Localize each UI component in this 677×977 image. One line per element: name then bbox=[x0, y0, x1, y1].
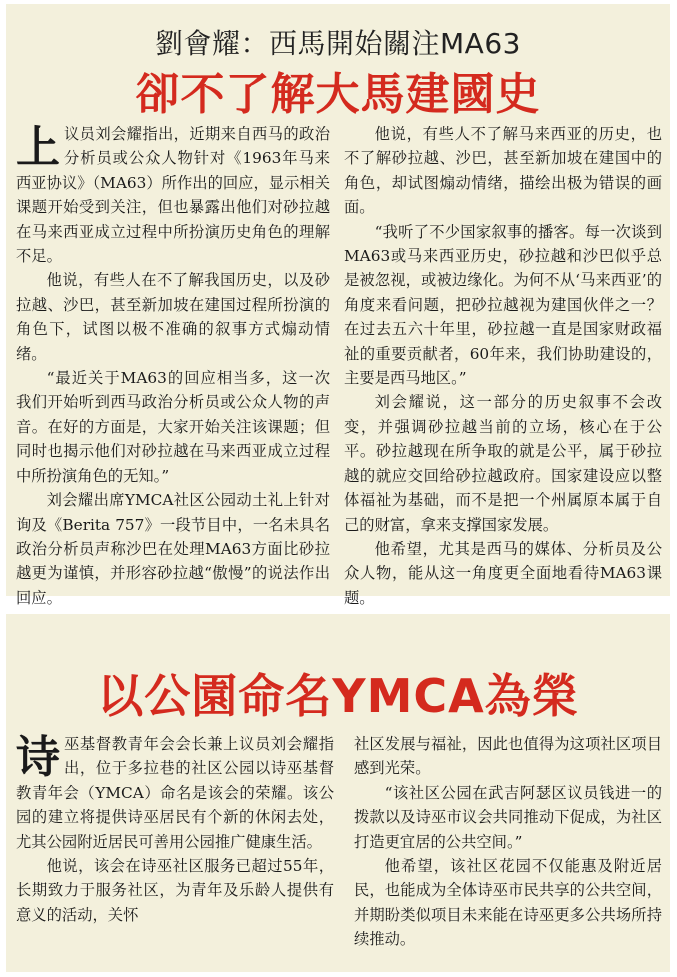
paragraph: 诗巫基督教青年会会长兼上议员刘会耀指出，位于多拉巷的社区公园以诗巫基督教青年会（YMCA）命名是该会的荣耀。该公园的建立将提供诗巫居民有个新的休闲去处，尤其公园附近居民可善用公园推广健康生活。 bbox=[16, 732, 334, 851]
article-headline: 卻不了解大馬建國史 bbox=[135, 69, 541, 120]
paragraph: 他说，有些人不了解马来西亚的历史，也不了解砂拉越、沙巴，甚至新加坡在建国中的角色，却试图煽动情绪，描绘出极为错误的画面。 bbox=[344, 125, 662, 217]
paragraph: 他希望，尤其是西马的媒体、分析员及公众人物，能从这一角度更全面地看待MA63课题。 bbox=[344, 539, 662, 607]
paragraph: 他说，该会在诗巫社区服务已超过55年，长期致力于服务社区，为青年及乐龄人提供有意义的活动，关怀 bbox=[16, 857, 334, 924]
paragraph: 社区发展与福祉，因此也值得为这项社区项目感到光荣。 bbox=[354, 735, 662, 778]
article-ma63 bbox=[6, 4, 670, 607]
article-column-right bbox=[354, 732, 662, 952]
paragraph: 刘会耀说，这一部分的历史叙事不会改变，并强调砂拉越当前的立场，核心在于公平。砂拉越现在所争取的就是公平，属于砂拉越的就应交回给砂拉越政府。国家建设应以整体福祉为基础，而不是把一个州属原本属于自己的财富，拿来支撑国家发展。 bbox=[344, 393, 662, 534]
paragraph: “该社区公园在武吉阿瑟区议员钱进一的拨款以及诗巫市议会共同推动下促成，为社区打造更宜居的公共空间。” bbox=[354, 783, 662, 851]
article-column-left bbox=[16, 732, 334, 927]
article-headline: 以公園命名YMCA為榮 bbox=[97, 669, 579, 723]
paragraph: “最近关于MA63的回应相当多，这一次我们开始听到西马政治分析员或公众人物的声音。在好的方面是，大家开始关注该课题；但同时也揭示他们对砂拉越在马来西亚成立过程中所扮演角色的无知。” bbox=[16, 369, 330, 485]
paragraph: 他说，有些人在不了解我国历史，以及砂拉越、沙巴，甚至新加坡在建国过程所扮演的角色下，试图以极不准确的叙事方式煽动情绪。 bbox=[16, 271, 330, 363]
article-ymca-park bbox=[6, 614, 670, 972]
article-column-left bbox=[16, 122, 330, 610]
drop-cap: 上 bbox=[16, 122, 60, 173]
paragraph: “我听了不少国家叙事的播客。每一次谈到MA63或马来西亚历史，砂拉越和沙巴似乎总是被忽视，或被边缘化。为何不从‘马来西亚’的角度来看问题，把砂拉越视为建国伙伴之一？在过去五六十年里，砂拉越一直是国家财政福祉的重要贡献者，60年来，我们协助建设的，主要是西马地区。” bbox=[344, 222, 662, 388]
article-column-right bbox=[344, 122, 662, 610]
drop-cap: 诗 bbox=[16, 732, 60, 783]
article-subtitle: 劉會耀：西馬開始關注MA63 bbox=[155, 27, 521, 60]
paragraph: 上议员刘会耀指出，近期来自西马的政治分析员或公众人物针对《1963年马来西亚协议》（MA63）所作出的回应，显示相关课题开始受到关注，但也暴露出他们对砂拉越在马来西亚成立过程中所扮演历史角色的理解不足。 bbox=[16, 122, 330, 266]
paragraph: 刘会耀出席YMCA社区公园动土礼上针对询及《Berita 757》一段节目中，一名未具名政治分析员声称沙巴在处理MA63方面比砂拉越更为谨慎，并形容砂拉越“傲慢”的说法作出回应。 bbox=[16, 491, 330, 607]
paragraph: 他希望，该社区花园不仅能惠及附近居民，也能成为全体诗巫市民共享的公共空间，并期盼类似项目未来能在诗巫更多公共场所持续推动。 bbox=[354, 857, 662, 949]
